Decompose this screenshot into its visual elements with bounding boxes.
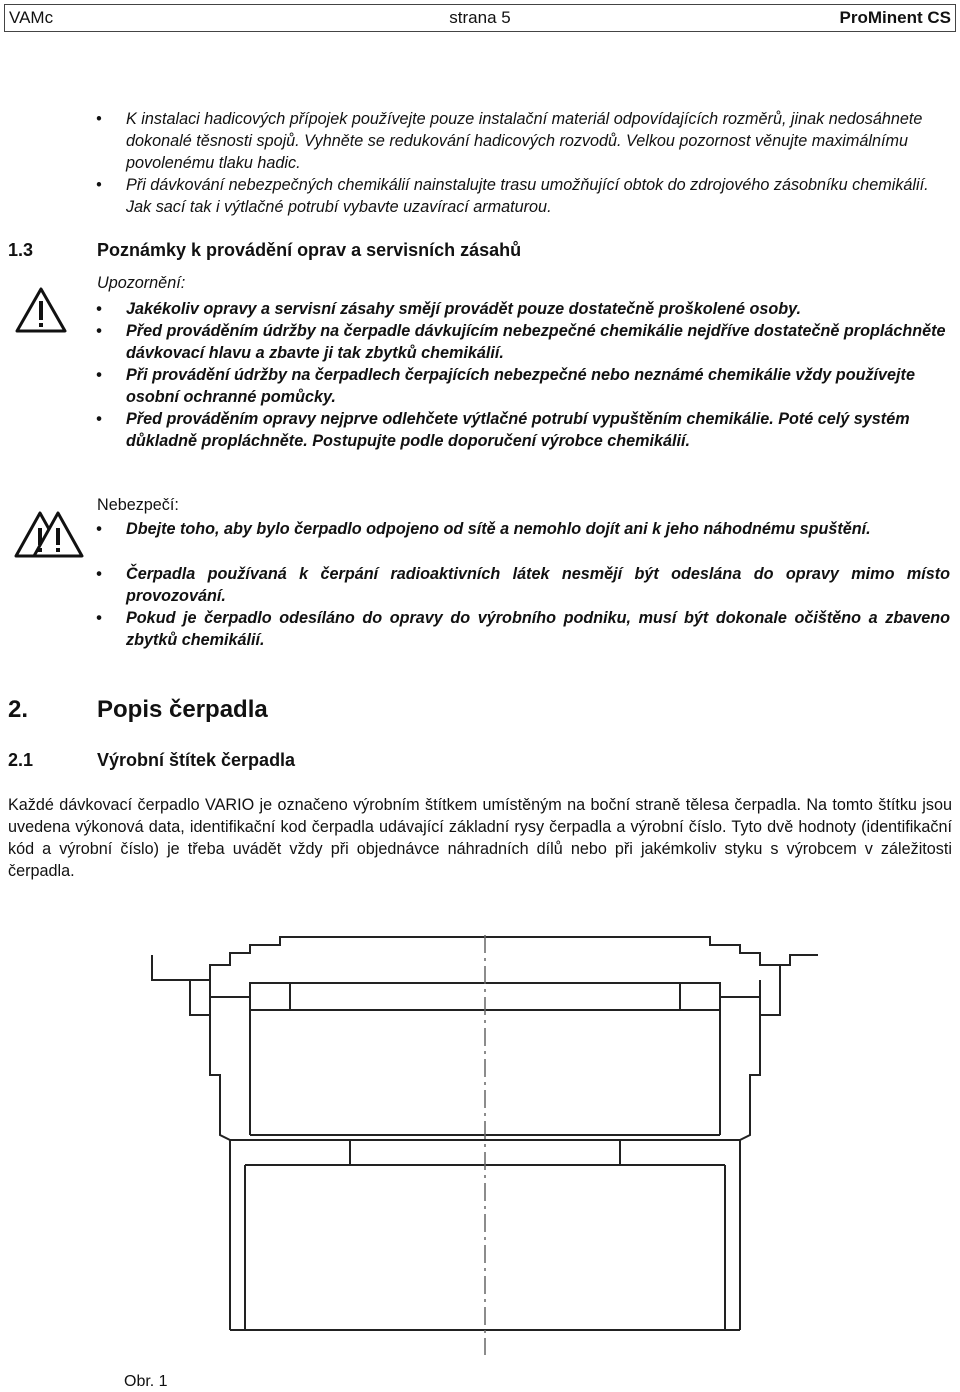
warning-label: Upozornění: <box>97 274 186 292</box>
list-item: • Před prováděním opravy nejprve odlehčete výtlačné potrubí vypuštěním chemikálie. Poté celý systém důkladně propláchněte. Postupujte podle doporučení výrobce chemikálií. <box>96 410 910 450</box>
list-item: • Dbejte toho, aby bylo čerpadlo odpojeno od sítě a nemohlo dojít ani k jeho náhodnému spuštění. <box>96 520 871 538</box>
warning-triangle-icon <box>14 286 68 334</box>
header-page-number: strana 5 <box>449 8 511 27</box>
list-item: • Před prováděním údržby na čerpadle dávkujícím nebezpečné chemikálie nejdříve dostatečně propláchněte dávkovací hlavu a zbavte ji tak zbytků chemikálií. <box>96 322 946 362</box>
page-header <box>4 4 956 32</box>
list-item: • K instalaci hadicových přípojek používejte pouze instalační materiál odpovídajících rozměrů, jinak nedosáhnete dokonalé těsnosti spojů. Vyhněte se redukování hadicových rozvodů. Velkou pozornost věnujte maximálnímu povolenému tlaku hadic. <box>96 110 923 172</box>
list-item: • Při provádění údržby na čerpadlech čerpajících nebezpečné nebo neznámé chemikálie vždy používejte osobní ochranné pomůcky. <box>96 366 915 406</box>
list-item: • Čerpadla používaná k čerpání radioaktivních látek nesmějí být odeslána do opravy mimo místo provozování. <box>96 565 950 605</box>
list-item: • Při dávkování nebezpečných chemikálií nainstalujte trasu umožňující obtok do zdrojového zásobníku chemikálií. Jak sací tak i výtlačné potrubí vybavte uzavírací armaturou. <box>96 176 929 216</box>
double-warning-triangle-icon <box>10 508 88 560</box>
body-paragraph: Každé dávkovací čerpadlo VARIO je označeno výrobním štítkem umístěným na boční straně tělesa čerpadla. Na tomto štítku jsou uvedena výkonová data, identifikační kod čerpadla udávající základní rysy čerpadla a výrobní číslo. Tyto dvě hodnoty (identifikační kód a výrobní číslo) je třeba uvádět vždy při objednávce náhradních dílů nebo při jakémkoliv styku s výrobcem v záležitosti čerpadla. <box>8 796 952 880</box>
danger-label: Nebezpečí: <box>97 496 179 514</box>
pump-drawing <box>150 935 820 1355</box>
list-item: • Pokud je čerpadlo odesíláno do opravy do výrobního podniku, musí být dokonale očištěno a zbaveno zbytků chemikálií. <box>96 609 950 649</box>
header-company: ProMinent CS <box>839 8 951 27</box>
list-item: • Jakékoliv opravy a servisní zásahy smějí provádět pouze dostatečně proškolené osoby. <box>96 300 802 318</box>
figure-caption: Obr. 1 <box>124 1373 168 1390</box>
header-doc-code: VAMc <box>9 8 54 27</box>
